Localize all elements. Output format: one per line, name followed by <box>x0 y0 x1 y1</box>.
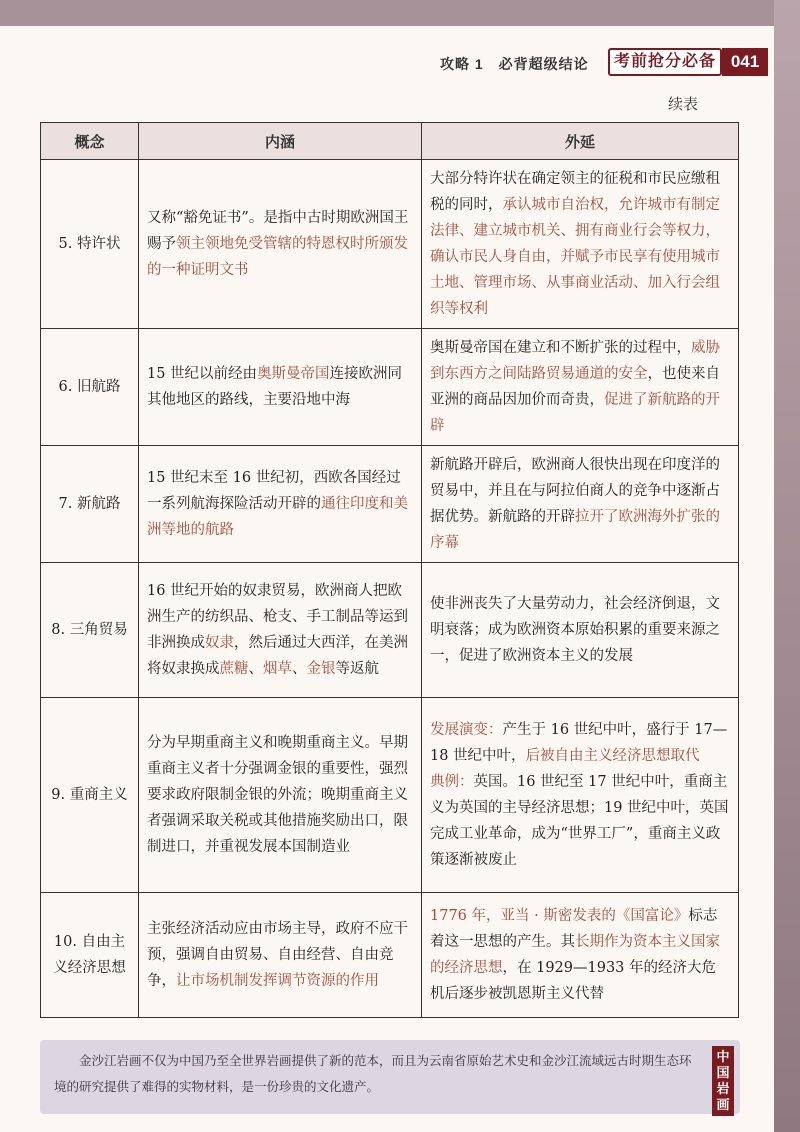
concept-cell: 6. 旧航路 <box>41 329 139 446</box>
text-segment: 标志着这一思想的产生。其 <box>430 908 718 950</box>
highlighted-text: 让市场机制发挥调节资源的作用 <box>176 973 379 989</box>
text-segment: 新航路开辟后，欧洲商人很快出现在印度洋的贸易中，并且在与阿拉伯商人的竞争中逐渐占据优势。新航路的开辟 <box>430 457 720 525</box>
right-edge-band <box>774 0 800 1132</box>
highlighted-text: 后被自由主义经济思想取代 <box>525 748 700 764</box>
meaning-cell <box>139 563 422 698</box>
page-header <box>440 48 768 78</box>
table-row <box>41 329 739 446</box>
highlighted-text: 承认城市自治权，允许城市有制定法律、建立城市机关、拥有商业行会等权力，确认市民人身自由，并赋予市民享有使用城市土地、管理市场、从事商业活动、加入行会组织等权利 <box>430 197 720 317</box>
concept-cell: 8. 三角贸易 <box>41 563 139 698</box>
column-header-extension: 外延 <box>422 123 739 160</box>
highlighted-text: 1776 年，亚当 · 斯密发表的《国富论》 <box>430 908 689 924</box>
table-row <box>41 563 739 698</box>
highlighted-text: 蔗糖 <box>219 661 249 677</box>
concept-cell: 5. 特许状 <box>41 160 139 329</box>
table-row <box>41 698 739 893</box>
footer-tag: 中国岩画 <box>712 1046 734 1116</box>
footer-note-text: 金沙江岩画不仅为中国乃至全世界岩画提供了新的范本，而且为云南省原始艺术史和金沙江流域远古时期生态环境的研究提供了难得的实物材料，是一份珍贵的文化遗产。 <box>54 1053 692 1094</box>
table-row <box>41 446 739 563</box>
text-segment: 使非洲丧失了大量劳动力，社会经济倒退，文明衰落；成为欧洲资本原始积累的重要来源之一，促进了欧洲资本主义的发展 <box>430 596 720 664</box>
highlighted-text: 奴隶 <box>205 635 234 651</box>
highlighted-text: 烟草 <box>263 661 292 677</box>
meaning-cell <box>139 160 422 329</box>
text-segment: 分为早期重商主义和晚期重商主义。早期重商主义者十分强调金银的重要性，强烈要求政府限制金银的外流；晚期重商主义者强调采取关税或其他措施奖励出口，限制进口，并重视发展本国制造业 <box>147 735 408 855</box>
footer-note-box <box>40 1040 740 1114</box>
highlighted-text: 金银 <box>306 661 336 677</box>
concept-cell: 7. 新航路 <box>41 446 139 563</box>
page-number: 041 <box>722 48 768 76</box>
highlighted-text: 长期作为资本主义国家的经济思想 <box>430 934 720 976</box>
meaning-cell <box>139 698 422 893</box>
concept-table <box>40 122 739 1018</box>
highlighted-text: 促进了新航路的开辟 <box>430 392 720 434</box>
text-segment: 产生于 16 世纪中叶，盛行于 17—18 世纪中叶， <box>430 722 728 764</box>
text-segment: 大部分特许状在确定领主的征税和市民应缴租税的同时， <box>430 171 720 213</box>
extension-cell <box>422 160 739 329</box>
concept-cell: 10. 自由主义经济思想 <box>41 893 139 1018</box>
text-segment: 英国。16 世纪至 17 世纪中叶，重商主义为英国的主导经济思想；19 世纪中叶，英国完成工业革命，成为“世界工厂”，重商主义政策逐渐被废止 <box>430 774 729 868</box>
extension-cell <box>422 329 739 446</box>
continued-label: 续表 <box>668 96 699 113</box>
text-segment: 15 世纪末至 16 世纪初，西欧各国经过一系列航海探险活动开辟的 <box>147 470 401 512</box>
text-segment: 16 世纪开始的奴隶贸易，欧洲商人把欧洲生产的纺织品、枪支、手工制品等运到非洲换成 <box>147 583 408 651</box>
text-segment: 、 <box>292 661 307 677</box>
text-segment: 又称“豁免证书”。是指中古时期欧洲国王赐予 <box>147 210 409 252</box>
concept-cell: 9. 重商主义 <box>41 698 139 893</box>
highlighted-text: 奥斯曼帝国 <box>257 366 330 382</box>
text-segment: 奥斯曼帝国在建立和不断扩张的过程中， <box>430 340 691 356</box>
text-segment: 等返航 <box>335 661 379 677</box>
text-segment: 、 <box>248 661 263 677</box>
chapter-title: 攻略 1 必背超级结论 <box>440 56 589 72</box>
table-header-row <box>41 123 739 160</box>
highlighted-text: 拉开了欧洲海外扩张的序幕 <box>430 509 720 551</box>
section-badge: 考前抢分必备 <box>608 48 722 76</box>
column-header-concept: 概念 <box>41 123 139 160</box>
extension-cell <box>422 893 739 1018</box>
meaning-cell <box>139 446 422 563</box>
table-row <box>41 160 739 329</box>
highlighted-text: 通往印度和美洲等地的航路 <box>147 496 408 538</box>
extension-cell <box>422 698 739 893</box>
top-edge-band <box>0 0 800 26</box>
highlighted-text: 领主领地免受管辖的特恩权时所颁发的一种证明文书 <box>147 236 408 278</box>
text-segment: 15 世纪以前经由 <box>147 366 258 382</box>
extension-cell <box>422 563 739 698</box>
highlighted-text: 威胁到东西方之间陆路贸易通道的安全 <box>430 340 720 382</box>
extension-cell <box>422 446 739 563</box>
text-segment: ，也使来自亚洲的商品因加价而奇贵， <box>430 366 720 408</box>
text-segment: 连接欧洲同其他地区的路线，主要沿地中海 <box>147 366 403 408</box>
column-header-meaning: 内涵 <box>139 123 422 160</box>
table-row <box>41 893 739 1018</box>
highlighted-text: 典例： <box>430 774 474 790</box>
meaning-cell <box>139 329 422 446</box>
text-segment: ，然后通过大西洋，在美洲将奴隶换成 <box>147 635 408 677</box>
text-segment: ，在 1929—1933 年的经济大危机后逐步被凯恩斯主义代替 <box>430 960 717 1002</box>
text-segment: 主张经济活动应由市场主导，政府不应干预，强调自由贸易、自由经营、自由竞争， <box>147 921 408 989</box>
meaning-cell <box>139 893 422 1018</box>
highlighted-text: 发展演变： <box>430 722 503 738</box>
